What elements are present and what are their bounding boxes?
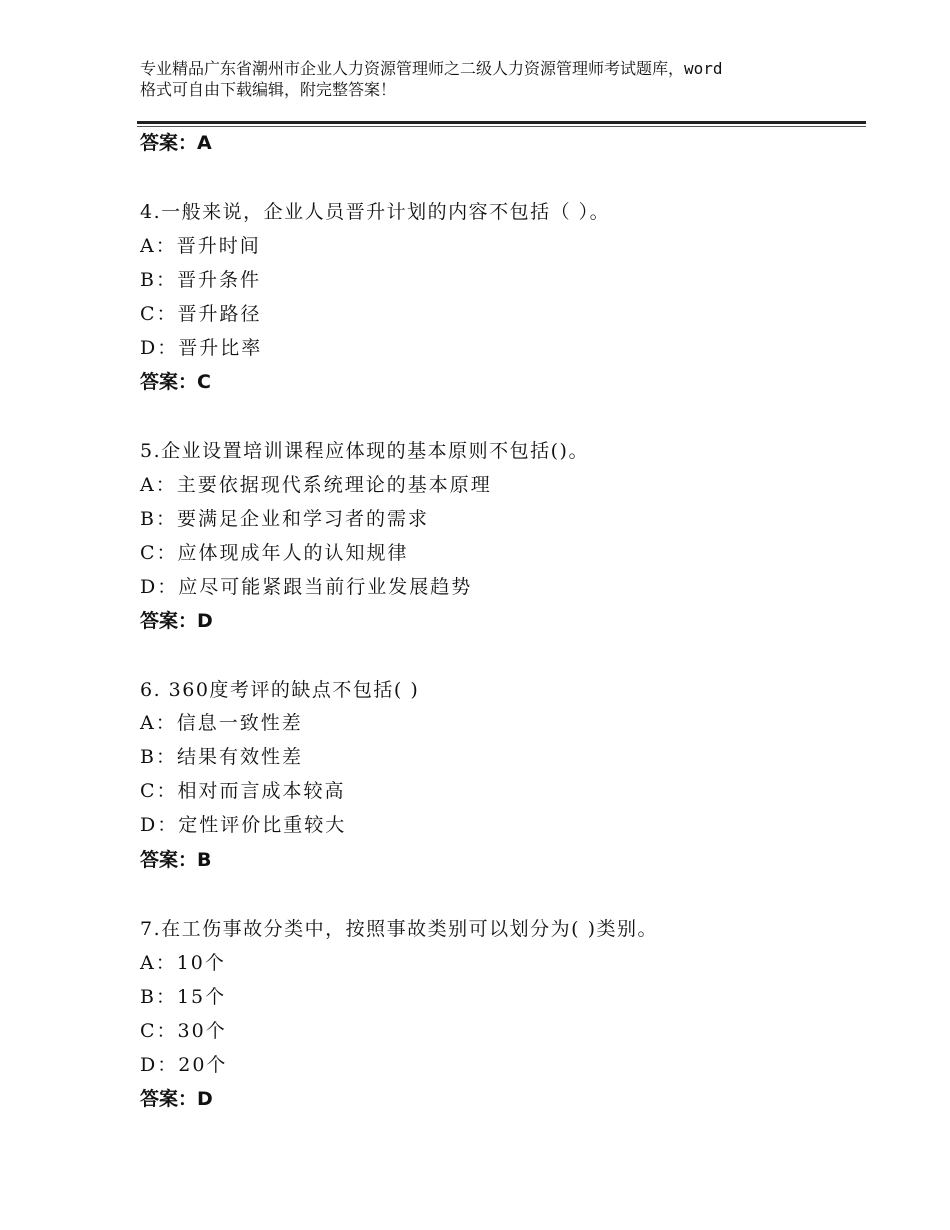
option-5-c: C：应体现成年人的认知规律 [140, 542, 409, 564]
option-7-d: D：20个 [140, 1054, 228, 1076]
header-line-2: 格式可自由下载编辑，附完整答案！ [140, 80, 397, 99]
question-5: 5.企业设置培训课程应体现的基本原则不包括()。 [140, 440, 589, 462]
question-7: 7.在工伤事故分类中，按照事故类别可以划分为( )类别。 [140, 918, 658, 940]
question-6: 6. 360度考评的缺点不包括( ) [140, 679, 420, 701]
option-6-a: A：信息一致性差 [140, 712, 303, 734]
header-rule-thin [137, 126, 866, 127]
option-5-d: D：应尽可能紧跟当前行业发展趋势 [140, 576, 473, 598]
answer-7: 答案：D [140, 1088, 213, 1110]
option-5-b: B：要满足企业和学习者的需求 [140, 508, 429, 530]
option-4-a: A：晋升时间 [140, 235, 261, 257]
option-4-c: C：晋升路径 [140, 303, 262, 325]
option-6-b: B：结果有效性差 [140, 746, 303, 768]
header-rule-thick [137, 121, 866, 124]
answer-4: 答案：C [140, 371, 211, 393]
question-4: 4.一般来说，企业人员晋升计划的内容不包括（ ）。 [140, 201, 611, 223]
option-4-d: D：晋升比率 [140, 337, 263, 359]
document-header [140, 58, 830, 100]
option-7-a: A：10个 [140, 952, 226, 974]
answer-5: 答案：D [140, 610, 213, 632]
answer-line: 答案：A [140, 132, 212, 154]
option-5-a: A：主要依据现代系统理论的基本原理 [140, 474, 492, 496]
answer-6: 答案：B [140, 849, 212, 871]
option-4-b: B：晋升条件 [140, 269, 261, 291]
option-6-d: D：定性评价比重较大 [140, 814, 347, 836]
option-6-c: C：相对而言成本较高 [140, 780, 346, 802]
header-line-1: 专业精品广东省潮州市企业人力资源管理师之二级人力资源管理师考试题库，word [140, 59, 723, 78]
option-7-b: B：15个 [140, 986, 227, 1008]
option-7-c: C：30个 [140, 1020, 227, 1042]
